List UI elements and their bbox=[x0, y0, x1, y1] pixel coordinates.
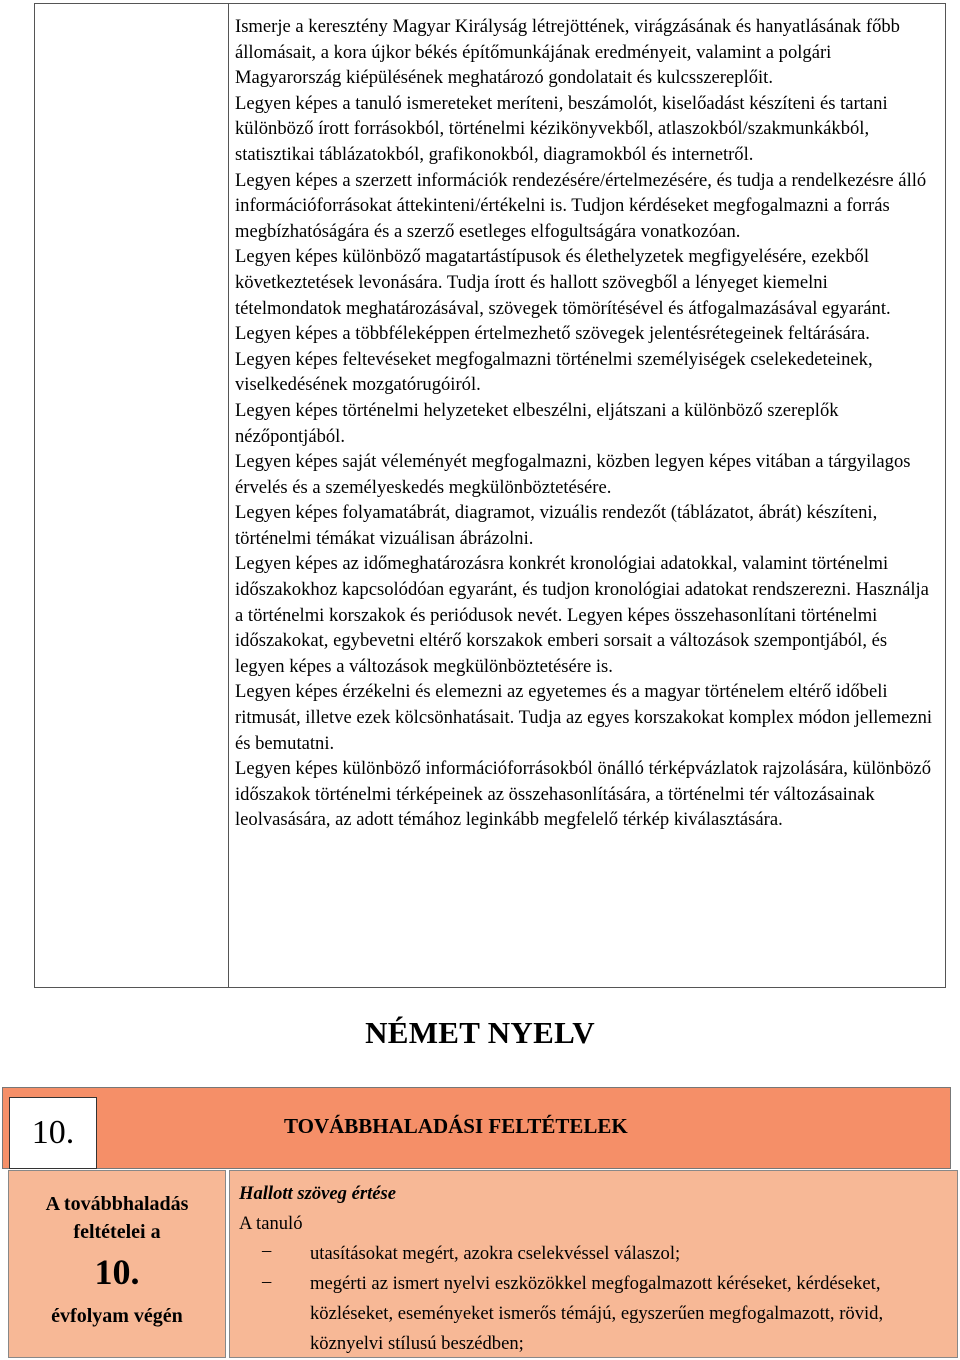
paragraph: Ismerje a keresztény Magyar Királyság létrejöttének, virágzásának és hanyatlásának főbb állomásait, a kora újkor békés építőmunkájának eredményeit, valamint a polgári Magyarország kiépülésének meghatározó gondolatait és kulcsszereplőit. bbox=[235, 16, 900, 89]
paragraph: Legyen képes különböző magatartástípusok és élethelyzetek megfigyelésére, ezekből következtetések levonására. Tudja írott és hallott szövegből a lényeget kiemelni tételmondatok meghatározásával, szövegek tömörítésével és átfogalmazásával egyaránt. Legyen képes a többféleképpen értelmezhető szövegek jelentésrétegeinek feltárására. bbox=[235, 246, 891, 345]
table-right-cell bbox=[235, 14, 937, 833]
paragraph: Legyen képes különböző információforrásokból önálló térképvázlatok rajzolására, különböző időszakok történelmi térképeinek az összehasonlítására, a történelmi tér változásainak leolvasására, az adott témához leginkább megfelelő térkép kiválasztására. bbox=[235, 758, 931, 831]
grade-label-line: feltételei a bbox=[73, 1221, 161, 1243]
grade-label-line: évfolyam végén bbox=[51, 1305, 183, 1327]
paragraph: Legyen képes az időmeghatározásra konkrét kronológiai adatokkal, valamint történelmi időszakokhoz kapcsolódóan egyaránt, és tudjon kronológiai adatokat rendszerezni. Használja a történelmi korszakok és periódusok nevét. Legyen képes összehasonlítani történelmi időszakokat, egybevetni eltérő korszakok emberi sorsait a változások szempontjából, és legyen képes a változások megkülönböztetésére is. bbox=[235, 553, 929, 677]
paragraph: Legyen képes a szerzett információk rendezésére/értelmezésére, és tudja a rendelkezésre álló információforrásokat áttekinteni/értékelni is. Tudjon kérdéseket megfogalmazni a forrás megbízhatóságára és a szerző esetleges elfogultságára vonatkozóan. bbox=[235, 169, 927, 242]
section-title: NÉMET NYELV bbox=[365, 1015, 595, 1050]
paragraph: Legyen képes a tanuló ismereteket meríteni, beszámolót, kiselőadást készíteni és tartani különböző írott forrásokból, történelmi kézikönyvekből, atlaszokból/szakmunkákból, statisztikai táblázatokból, grafikonokból, diagramokból és internetről. bbox=[235, 92, 888, 165]
grade-label-line: A továbbhaladás bbox=[45, 1193, 189, 1215]
table-left-cell bbox=[35, 4, 229, 987]
paragraph: Legyen képes saját véleményét megfogalmazni, közben legyen képes vitában a tárgyilagos érvelés és a személyeskedés megkülönböztetésére. bbox=[235, 451, 911, 498]
paragraph: Legyen képes történelmi helyzeteket elbeszélni, eljátszani a különböző szereplők nézőpontjából. bbox=[235, 399, 839, 447]
requirements-cell bbox=[229, 1170, 958, 1358]
paragraph: Legyen képes feltevéseket megfogalmazni történelmi személyiségek cselekedeteinek, viselkedésének mozgatórugóiról. bbox=[235, 348, 873, 396]
paragraph: Legyen képes érzékelni és elemezni az egyetemes és a magyar történelem eltérő időbeli ritmusát, illetve ezek kölcsönhatásait. Tudja az egyes korszakokat komplex módon jellemezni és bemutatni. bbox=[235, 681, 933, 754]
grade-box: 10. bbox=[9, 1097, 97, 1169]
list-item: megérti az ismert nyelvi eszközökkel megfogalmazott kéréseket, kérdéseket, közléseket, eseményeket ismerős témájú, egyszerűen megfogalmazott, rövid, köznyelvi stílusú beszédben; bbox=[310, 1273, 884, 1354]
header-title: TOVÁBBHALADÁSI FELTÉTELEK bbox=[284, 1114, 628, 1138]
list-item: utasításokat megért, azokra cselekvéssel válaszol; bbox=[310, 1243, 681, 1264]
paragraph: Legyen képes folyamatábrát, diagramot, vizuális rendezőt (táblázatot, ábrát) készíteni, történelmi témákat vizuálisan ábrázolni. bbox=[235, 502, 878, 549]
grade-label-cell bbox=[8, 1170, 226, 1358]
grade-label-number: 10. bbox=[94, 1252, 140, 1292]
requirements-intro: A tanuló bbox=[239, 1213, 303, 1234]
dash-bullet-icon: – bbox=[262, 1240, 272, 1261]
history-requirements-table bbox=[34, 3, 946, 988]
requirements-subhead: Hallott szöveg értése bbox=[239, 1183, 396, 1204]
dash-bullet-icon: – bbox=[262, 1271, 272, 1292]
